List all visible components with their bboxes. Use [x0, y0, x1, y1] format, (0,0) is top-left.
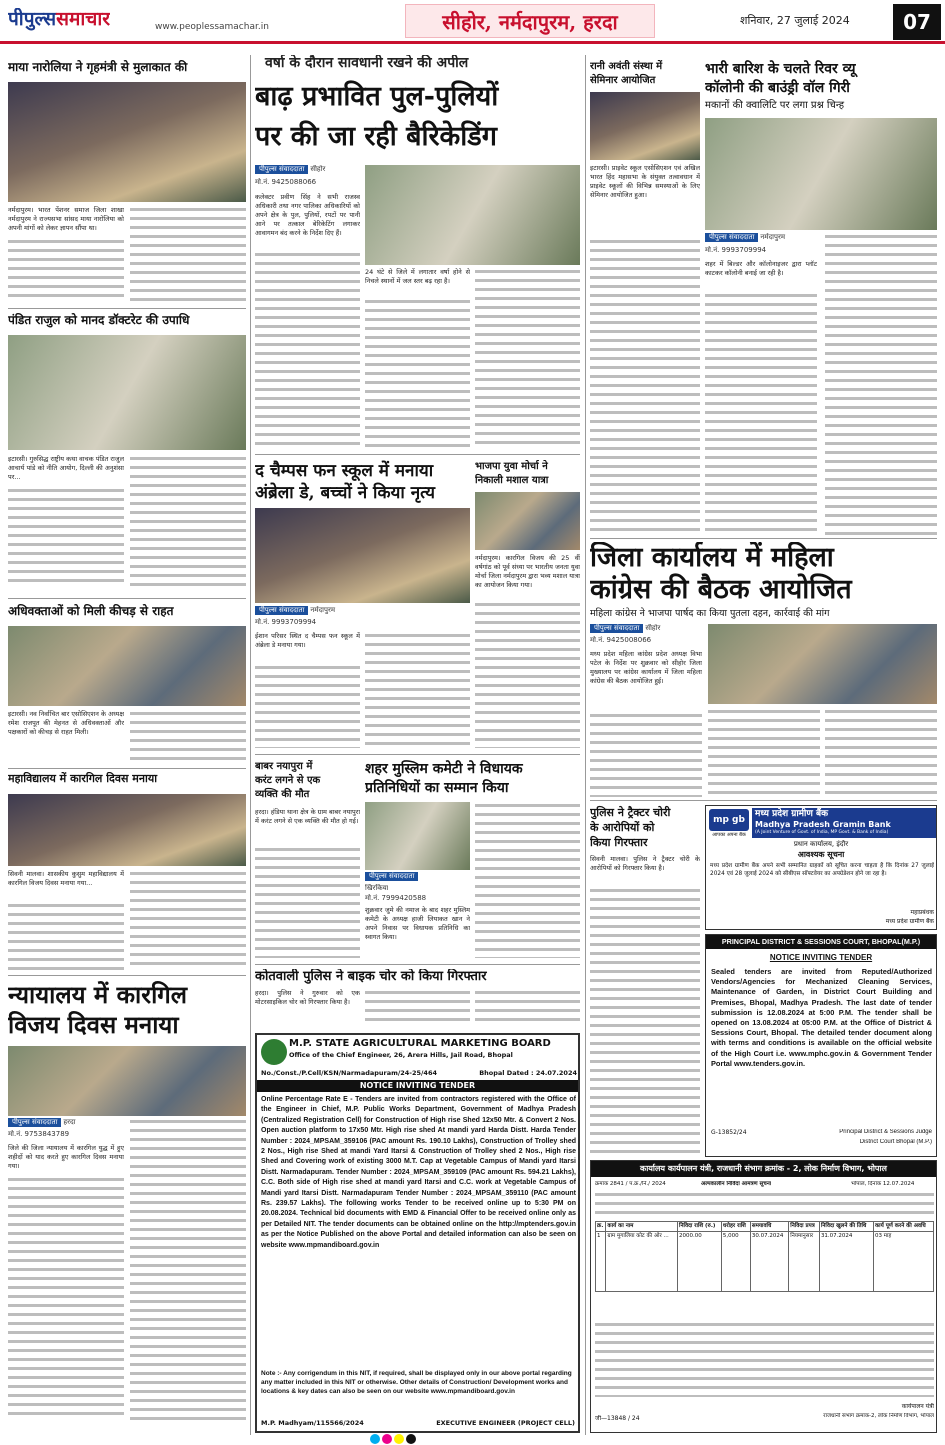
headline-line: पुलिस ने ट्रैक्टर चोरी — [590, 806, 671, 819]
story-body — [825, 233, 937, 535]
byline-place: नर्मदापुरम — [760, 233, 786, 241]
story-body — [8, 902, 124, 970]
headline-line: कॉलोनी की बाउंड्री वॉल गिरी — [705, 80, 850, 96]
pwd-title: कार्यालय कार्यपालन यंत्री, राजधानी संभाग क्रमांक - 2, लोक निर्माण विभाग, भोपाल — [591, 1161, 936, 1177]
newspaper-logo: पीपुल्ससमाचार — [8, 8, 111, 30]
headline-line: शहर मुस्लिम कमेटी ने विधायक — [365, 761, 523, 777]
story-photo — [8, 1046, 246, 1116]
story-river-view-wall — [705, 60, 937, 535]
pwd-ref-right: भोपाल, दिनांक 12.07.2024 — [851, 1181, 915, 1187]
story-body — [365, 632, 470, 748]
byline-mobile: मो.नं. 9425088066 — [255, 178, 317, 186]
story-lead: इटारसी। प्राइवेट स्कूल एसोसिएशन एवं अखिल भारत हिंद महासभा के संयुक्त तत्वावधान में प्राइवेट स्कूलों की विभिन्न समस्याओं के लिए सेमिनार आयोजित हुआ। — [590, 164, 700, 199]
story-headline: अधिवक्ताओं को मिली कीचड़ से राहत — [8, 604, 174, 618]
divider — [255, 754, 580, 755]
story-lead: नर्मदापुरम। भारत पेंशनर समाज जिला शाखा नर्मदापुरम ने राज्यसभा सांसद माया नारोलिया को अपनी मांगों को लेकर ज्ञापन सौंपा था। — [8, 206, 124, 232]
story-electrocution — [255, 760, 360, 960]
court-sign-2: District Court Bhopal (M.P.) — [859, 1139, 932, 1145]
byline-place: हरदा — [63, 1118, 76, 1126]
table-cell: ग्राम मुगालिया कोट की ओर ... — [606, 1231, 678, 1291]
story-maya-narolia — [8, 60, 246, 305]
ad-pwd-bhopal — [590, 1160, 937, 1433]
mandi-logo-icon — [261, 1039, 287, 1065]
court-sign-1: Principal District & Sessions Judge — [839, 1129, 932, 1135]
story-headline: कोतवाली पुलिस ने बाइक चोर को किया गिरफ्तार — [255, 969, 487, 984]
pwd-table-wrap — [595, 1221, 934, 1292]
story-photo — [255, 508, 470, 603]
story-lead: जिले की जिला न्यायालय में कारगिल युद्ध में हुए शहीदों को याद करते हुए कारगिल दिवस मनाया गया। — [8, 1144, 124, 1170]
story-photo — [8, 335, 246, 450]
ad-date: Bhopal Dated : 24.07.2024 — [479, 1069, 577, 1077]
headline-line: करंट लगने से एक — [255, 775, 321, 786]
bank-header — [752, 808, 936, 838]
byline-mobile: मो.नं. 7999420588 — [365, 894, 427, 902]
ad-note: Note :- Any corrigendum in this NIT, if required, shall be displayed only in our above portal regarding any matter included in this NIT or otherwise. Other details of Construction/ Development works and locations & key dates can also be seen on our website www.mpmandiboard.gov.in — [261, 1370, 572, 1395]
divider — [590, 800, 937, 801]
byline-reporter: पीपुल्स संवाददाता — [8, 1118, 61, 1127]
divider — [255, 454, 580, 455]
story-advocates — [8, 604, 246, 764]
pwd-sign-1: कार्यपालन यंत्री — [901, 1403, 934, 1410]
table-cell: 31.07.2024 — [819, 1231, 873, 1291]
magenta-mark-icon — [382, 1434, 392, 1444]
story-lead: हरदा। हंडिया थाना क्षेत्र के ग्राम बाबर नयापुरा में करंट लगने से एक व्यक्ति की मौत हो गई। — [255, 808, 360, 825]
ad-notice: NOTICE INVITING TENDER — [257, 1080, 578, 1092]
story-headline — [590, 805, 700, 850]
story-subheadline: महिला कांग्रेस ने भाजपा पार्षद का किया पुतला दहन, कार्रवाई की मांग — [590, 608, 830, 619]
bank-tagline: (A Joint Venture of Govt. of India, MP Govt. & Bank of India) — [755, 830, 889, 836]
divider — [8, 975, 246, 976]
ad-office: Office of the Chief Engineer, 26, Arera Hills, Jail Road, Bhopal — [289, 1051, 513, 1059]
pwd-ref-mid: अल्पकालीन निविदा आमंत्रण सूचना — [701, 1181, 772, 1187]
cyan-mark-icon — [370, 1434, 380, 1444]
headline-line: रानी अवंती संस्था में — [590, 61, 663, 72]
black-mark-icon — [406, 1434, 416, 1444]
story-body — [255, 664, 360, 748]
headline-line: कांग्रेस की बैठक आयोजित — [590, 574, 852, 605]
bank-name-en: Madhya Pradesh Gramin Bank — [755, 820, 891, 830]
headline-line: किया गिरफ्तार — [590, 836, 648, 849]
story-body — [475, 268, 580, 447]
headline-line: विजय दिवस मनाया — [8, 1010, 179, 1039]
story-body — [705, 292, 817, 535]
ad-ref: No./Const./P.Cell/KSN/Narmadapuram/24-25/464 — [261, 1069, 437, 1077]
byline-reporter: पीपुल्स संवाददाता — [365, 872, 418, 881]
bank-sign-2: मध्य प्रदेश ग्रामीण बैंक — [885, 918, 934, 925]
divider — [8, 308, 246, 309]
story-headline: पंडित राजुल को मानद डॉक्टरेट की उपाधि — [8, 313, 190, 327]
story-kicker: वर्षा के दौरान सावधानी रखने की अपील — [265, 55, 469, 71]
story-body — [475, 802, 580, 958]
ad-footer-left: M.P. Madhyam/115566/2024 — [261, 1419, 364, 1427]
story-body — [365, 989, 470, 1027]
story-lead: इटारसी। नव निर्वाचित बार एसोसिएशन के अध्यक्ष रमेश राजपूत की मेहनत से अधिवक्ताओं और पक्षकारों को कीचड़ से राहत मिली। — [8, 710, 124, 736]
story-body — [255, 846, 360, 958]
story-court-kargil — [8, 980, 246, 1430]
story-byline — [255, 606, 455, 615]
story-body — [590, 712, 702, 797]
story-byline — [8, 1118, 138, 1127]
story-photo — [590, 92, 700, 160]
story-body — [130, 206, 246, 303]
headline-line: व्यक्ति की मौत — [255, 789, 310, 800]
table-header-row — [596, 1222, 934, 1232]
bank-name-hi: मध्य प्रदेश ग्रामीण बैंक — [755, 809, 829, 819]
headline-line: भारी बारिश के चलते रिवर व्यू — [705, 61, 856, 77]
story-lead: कलेक्टर प्रवीण सिंह ने सभी राजस्व अधिकारी तथा नगर पालिका अधिकारियों को अपने क्षेत्र के पुल, पुलियों, रपटों पर पानी आने पर तत्काल बेरिकेटिंग लगाकर आवागमन बंद करने के निर्देश दिए हैं। — [255, 193, 360, 237]
headline-line: भाजपा युवा मोर्चा ने — [475, 461, 548, 472]
pwd-footer: जी—13848 / 24 — [595, 1415, 640, 1422]
court-body: Sealed tenders are invited from Reputed/Authorized Vendors/Agencies for Mechanized Cleaning Services, Maintenance of Garden, in District Court Building and Premises, Bhopal, Madhya Pradesh. The last date of tender submission is 12.08.2024 at 5:00 P.M. The tender shall be opened on 13.08.2024 at 05:00 P.M. at the Office of District & Sessions Court, Bhopal. The detailed tender document along with terms and conditions is available on the official website of the High Court i.e. www.mphc.gov.in & Government Tender Portal www.tenders.gov.in. — [711, 967, 932, 1068]
story-photo — [8, 82, 246, 202]
headline-line: द चैम्पस फन स्कूल में मनाया — [255, 461, 434, 481]
table-header-cell: कार्य पूर्ण करने की अवधि — [873, 1222, 933, 1232]
region-banner: सीहोर, नर्मदापुरम, हरदा — [405, 4, 655, 38]
byline-reporter: पीपुल्स संवाददाता — [705, 233, 758, 242]
story-seminar — [590, 60, 700, 535]
headline-line: न्यायालय में कारगिल — [8, 980, 188, 1009]
bank-logo-icon: mp gb — [709, 809, 749, 831]
table-header-cell: निविदा प्रपत्र — [789, 1222, 820, 1232]
ad-mandi-board — [255, 1033, 580, 1433]
story-body — [475, 989, 580, 1027]
story-body — [130, 455, 246, 587]
page-number: 07 — [893, 4, 941, 40]
headline-line: अंब्रेला डे, बच्चों ने किया नृत्य — [255, 483, 435, 503]
table-header-cell: क्र. — [596, 1222, 606, 1232]
story-photo — [475, 492, 580, 550]
story-photo — [8, 626, 246, 706]
story-body — [255, 251, 360, 447]
website-url: www.peoplessamachar.in — [155, 22, 269, 32]
table-cell: 2000.00 — [678, 1231, 722, 1291]
story-headline — [255, 760, 360, 802]
bank-office: प्रधान कार्यालय, इंदौर — [793, 840, 849, 848]
ad-title: M.P. STATE AGRICULTURAL MARKETING BOARD — [289, 1038, 551, 1049]
table-cell: 5,000 — [721, 1231, 750, 1291]
story-college-kargil — [8, 772, 246, 972]
ad-gramin-bank — [705, 805, 937, 930]
photo-caption: 24 घंटे से जिले में लगातार वर्षा होने से निचले स्थानों में जल स्तर बढ़ रहा है। — [365, 268, 470, 285]
byline-mobile: मो.नं. 9425008066 — [590, 636, 652, 644]
headline-line: बाढ़ प्रभावित पुल-पुलियों — [255, 81, 499, 112]
table-cell: 03 माह — [873, 1231, 933, 1291]
ad-district-court — [705, 934, 937, 1157]
story-body — [8, 238, 124, 303]
byline-mobile: मो.नं. 9993709994 — [705, 246, 767, 254]
story-lead: मध्य प्रदेश महिला कांग्रेस प्रदेश अध्यक्ष विभा पटेल के निर्देश पर शुक्रवार को सीहोर जिला मुख्यालय पर कांग्रेस कार्यालय में जिला महिला कांग्रेस की बैठक आयोजित हुई। — [590, 650, 702, 685]
table-cell: 30.07.2024 — [750, 1231, 788, 1291]
story-headline — [255, 460, 470, 504]
divider — [590, 538, 937, 539]
story-body — [475, 601, 580, 748]
court-ref: G-13852/24 — [711, 1129, 747, 1136]
story-lead: नर्मदापुरम। कारगिल विजय की 25 वीं वर्षगांठ को पूर्व संध्या पर भारतीय जनता युवा मोर्चा जिला नर्मदापुरम द्वारा भव्य मशाल यात्रा का आयोजन किया गया। — [475, 554, 580, 589]
byline-place: खिरकिया — [365, 884, 389, 892]
story-photo — [708, 624, 937, 704]
story-lead: शुक्रवार जुमे की नमाज के बाद शहर मुस्लिम कमेटी के अध्यक्ष हाजी लियाकत खान ने अपने निवास पर विधायक प्रतिनिधि का स्वागत किया। — [365, 906, 470, 941]
court-subtitle: NOTICE INVITING TENDER — [769, 953, 873, 962]
headline-line: पर की जा रही बैरिकेडिंग — [255, 121, 497, 152]
byline-reporter: पीपुल्स संवाददाता — [255, 606, 308, 615]
story-body — [365, 298, 470, 447]
pwd-table — [595, 1221, 934, 1292]
column-rule — [250, 55, 251, 1435]
story-pandit-rajul — [8, 313, 246, 593]
story-photo — [365, 802, 470, 870]
story-lead: सिवनी मालवा। शासकीय कुसुम महाविद्यालय में कारगिल विजय दिवस मनाया गया... — [8, 870, 124, 887]
headline-line: सेमिनार आयोजित — [590, 75, 656, 86]
story-headline — [8, 980, 246, 1040]
story-byline — [705, 233, 825, 242]
story-bike-thief — [255, 969, 580, 1029]
bank-sub-logo: आपका अपना बैंक — [712, 832, 746, 838]
story-barricading — [255, 55, 580, 450]
story-photo — [8, 794, 246, 866]
story-byline — [365, 872, 475, 881]
story-umbrella-day — [255, 460, 470, 750]
table-row — [596, 1231, 934, 1291]
table-cell: 1 — [596, 1231, 606, 1291]
byline-place: सीहोर — [645, 624, 661, 632]
story-lead: इटारसी। गुरुसिद्ध राष्ट्रीय कथा वाचक पंडित राजुल आचार्य पांडे को नीति आयोग, दिल्ली की अनुशंसा पर... — [8, 455, 124, 481]
byline-place: नर्मदापुरम — [310, 606, 336, 614]
story-body — [8, 487, 124, 587]
story-body — [590, 887, 700, 1153]
divider — [255, 964, 580, 965]
bank-sign-1: महाप्रबंधक — [910, 909, 934, 916]
story-body — [130, 1118, 246, 1421]
ad-body: Online Percentage Rate E - Tenders are invited from contractors registered with the Office of the Engineer in Chief, M.P. Public Works Department, Government of Madhya Pradesh (Centralized Registration Cell) for Construction of High rise Shed 12x50 Mtr. & Convert 2 Nos. Open auction platform to 17x50 Mtr. High rise shed At mandi yard Harda Distt. Harda Tender Number : 2024_MPSAM_359106 (PAC amount Rs. 190.10 Lakhs), Construction of Trolley shed 2 Nos., High rise Shed at mandi Yard Itarsi & Construction of Trolley shed 2 Nos., High rise Shed and Covering work of existing 3000 M.T. Cap at Vegetable Campus of Mandi yard Itarsi Distt. Narmadapuram. Tender Number : 2024_MPSAM_359109 (PAC amount Rs. 594.21 Lakhs), C.C. Both side of High rise shed at mandi yard Itarsi and C.C. work at Vegetable Campus of Mandi yard Itarsi Distt. Narmadapuram Tender Number : 2024_MPSAM_359110 (PAC amount Rs. 239.57 Lakhs). The following works Tender to be received online up to 5:30 PM on 20.08.2024. Technical bid documents with EMD & Financial Offer to be received online only as per Detailed NIT. The tender documents can be obtained online on the http://mptenders.gov.in as per the Notice Published on the above Portal and detailed information can also be seen on website www.mpmandiboard.gov.in — [261, 1096, 576, 1249]
table-cell: नियमानुसार — [789, 1231, 820, 1291]
story-tractor-theft — [590, 805, 700, 1155]
print-registration-marks — [370, 1434, 590, 1444]
story-body — [590, 238, 700, 535]
story-headline: महाविद्यालय में कारगिल दिवस मनाया — [8, 772, 158, 785]
story-body — [708, 708, 820, 797]
headline-line: बाबर नयापुरा में — [255, 761, 313, 772]
pwd-ref-left: क्रमांक 2841 / प.क्र./नि./ 2024 — [595, 1181, 666, 1187]
story-subheadline: मकानों की क्वालिटि पर लगा प्रश्न चिन्ह — [705, 100, 845, 111]
story-headline — [475, 460, 580, 488]
story-lead: ईशान परिसर स्थित द चैम्पस फन स्कूल में अंब्रेला डे मनाया गया। — [255, 632, 360, 649]
byline-reporter: पीपुल्स संवाददाता — [255, 165, 308, 174]
story-headline — [365, 760, 580, 798]
story-mahila-congress — [590, 542, 937, 797]
pwd-intro — [595, 1191, 934, 1219]
table-header-cell: समयावधि — [750, 1222, 788, 1232]
byline-place: सीहोर — [310, 165, 326, 173]
yellow-mark-icon — [394, 1434, 404, 1444]
story-headline — [590, 60, 700, 88]
byline-mobile: मो.नं. 9753843789 — [8, 1130, 70, 1138]
edition-date: शनिवार, 27 जुलाई 2024 — [740, 14, 850, 27]
byline-reporter: पीपुल्स संवाददाता — [590, 624, 643, 633]
story-lead: हरदा। पुलिस ने गुरुवार को एक मोटरसाइकिल चोर को गिरफ्तार किया है। — [255, 989, 360, 1006]
table-header-cell: निविदा खुलने की तिथि — [819, 1222, 873, 1232]
story-photo — [365, 165, 580, 265]
table-header-cell: धरोहर राशि — [721, 1222, 750, 1232]
table-header-cell: निविदा राशि (रु.) — [678, 1222, 722, 1232]
column-rule — [585, 55, 586, 1435]
story-headline — [705, 60, 937, 98]
story-lead: शहर में बिल्डर और कॉलोनाइजर द्वारा प्लॉट काटकर कॉलोनी बनाई जा रही है। — [705, 260, 817, 277]
bank-notice: आवश्यक सूचना — [797, 850, 845, 859]
story-headline — [255, 77, 580, 157]
masthead — [0, 0, 945, 44]
ad-footer-right: EXECUTIVE ENGINEER (PROJECT CELL) — [436, 1419, 575, 1427]
story-muslim-committee — [365, 760, 580, 960]
divider — [8, 598, 246, 599]
headline-line: निकाली मशाल यात्रा — [475, 475, 549, 486]
story-mashal-yatra — [475, 460, 580, 750]
pwd-conditions — [595, 1321, 934, 1397]
headline-line: जिला कार्यालय में महिला — [590, 542, 834, 573]
table-header-cell: कार्य का नाम — [606, 1222, 678, 1232]
story-body — [825, 708, 937, 797]
story-body — [8, 1176, 124, 1421]
story-body — [130, 870, 246, 970]
headline-line: के आरोपियों को — [590, 821, 655, 834]
byline-mobile: मो.नं. 9993709994 — [255, 618, 317, 626]
court-title: PRINCIPAL DISTRICT & SESSIONS COURT, BHOPAL(M.P.) — [706, 935, 936, 949]
headline-line: प्रतिनिधियों का सम्मान किया — [365, 780, 509, 796]
story-lead: सिवनी मालवा। पुलिस ने ट्रैक्टर चोरी के आरोपियों को गिरफ्तार किया है। — [590, 855, 700, 872]
story-headline — [590, 542, 937, 606]
logo-part-b: समाचार — [56, 8, 111, 30]
story-body — [130, 710, 246, 762]
bank-body: मध्य प्रदेश ग्रामीण बैंक अपने सभी सम्मानित ग्राहकों को सूचित करना चाहता है कि दिनांक 27 जुलाई 2024 एवं 28 जुलाई 2024 को सीबीएस सॉफ्टवेयर का अपग्रेडेशन होने जा रहा है। — [710, 863, 934, 877]
story-headline: माया नारोलिया ने गृहमंत्री से मुलाकात की — [8, 60, 188, 74]
pwd-sign-2: राजधानी संभाग क्रमांक-2, लोक निर्माण विभाग, भोपाल — [823, 1413, 934, 1419]
divider — [8, 768, 246, 769]
story-photo — [705, 118, 937, 230]
